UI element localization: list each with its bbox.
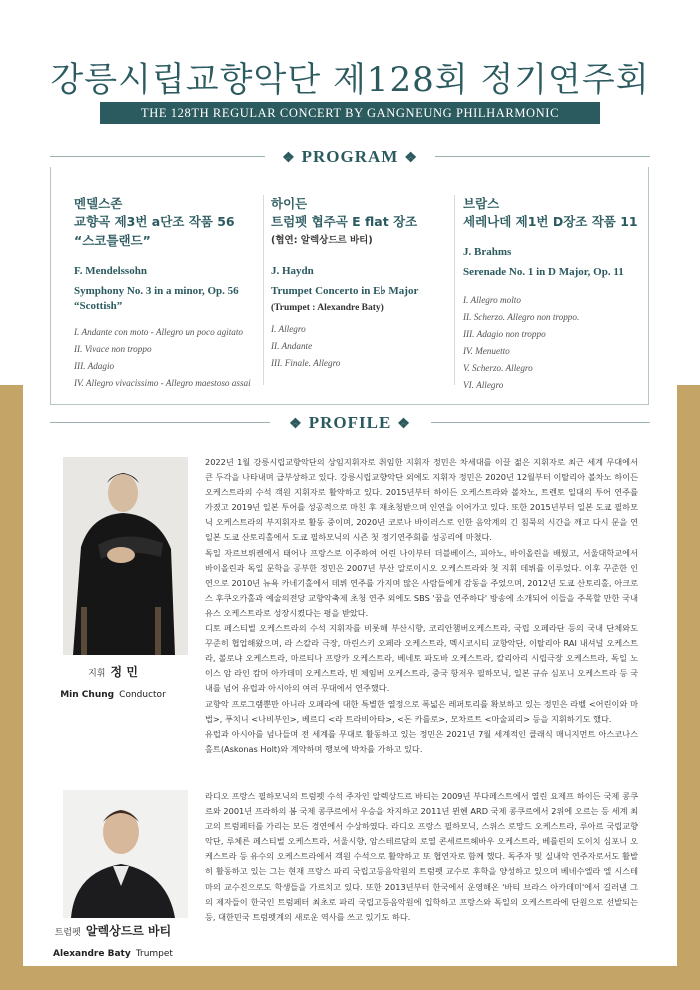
composer-kr: 멘델스존: [74, 196, 123, 211]
movement-item: II. Andante: [271, 341, 313, 351]
movement-item: I. Allegro molto: [463, 295, 521, 305]
movement-item: I. Andante con moto - Allegro un poco agitato: [74, 327, 244, 337]
movement-item: III. Adagio: [74, 361, 115, 371]
profile-heading-row: [23, 411, 677, 435]
movement-list: [271, 321, 441, 372]
composer-en: J. Haydn: [271, 265, 314, 277]
movement-item: II. Vivace non troppo: [74, 344, 152, 354]
soloist-en: (Trumpet : Alexandre Baty): [271, 303, 384, 313]
ornament-icon: ❖: [397, 417, 411, 432]
program-heading-row: [23, 145, 677, 169]
soloist-bio: [205, 789, 638, 925]
composer-en: J. Brahms: [463, 246, 512, 258]
program-piece-mendelssohn: [74, 195, 254, 392]
program-piece-brahms: [463, 195, 643, 394]
movement-item: III. Adagio non troppo: [463, 329, 546, 339]
bio-paragraph: 2022년 1월 강릉시립교향악단의 상임지휘자로 취임한 지휘자 정민은 차세대를 이끌 젊은 지휘자로 최근 세계 무대에서 큰 두각을 나타내며 급부상하고 있다. 강릉시립교향악단 외에도 지휘자 정민은 2020년 12월부터 이탈리아 볼차노 하이든 오케스트라의 수석 객원 지휘자로 활약하고 있다. 2015년부터 하이든 오케스트라와 볼차노, 트렌토 일대의 투어 연주를 가졌고 2019년 일본 투어를 성공적으로 마친 후 재초청받으며 인연을 이어가고 있다. 또한 2015년부터 일본 도쿄 필하모닉 오케스트라의 부지휘자로 활동 중이며, 2020년 코로나 바이러스로 인한 음악계의 긴 침묵의 시간을 깨고 다시 문을 연 일본 도쿄 산토리홀에서 도쿄 필하모닉의 시즌 첫 정기연주회를 성공리에 마쳤다.: [205, 457, 638, 543]
soloist-name-kr: 알렉상드르 바티: [85, 924, 172, 938]
soloist-role-en: Trumpet: [135, 949, 173, 959]
soloist-kr: (협연: 알렉상드르 바티): [271, 235, 373, 246]
movement-list: [74, 324, 254, 392]
soloist-caption: [38, 921, 188, 963]
work-en: Serenade No. 1 in D Major, Op. 11: [463, 266, 624, 278]
ornament-icon: ❖: [404, 151, 418, 166]
movement-item: IV. Menuetto: [463, 346, 510, 356]
movement-item: VI. Allegro: [463, 380, 504, 390]
conductor-name-kr: 정 민: [110, 665, 138, 679]
column-divider: [454, 195, 455, 385]
movement-item: V. Scherzo. Allegro: [463, 363, 533, 373]
ornament-icon: ❖: [282, 151, 296, 166]
soloist-name-en: Alexandre Baty: [53, 949, 131, 959]
profile-heading: PROFILE: [308, 413, 392, 432]
bio-paragraph: 유럽과 아시아를 넘나들며 전 세계를 무대로 활동하고 있는 정민은 2021년 7월 세계적인 클래식 매니지먼트 아스코나스 홀트(Askonas Holt)와 계약하며 행보에 박차를 가하고 있다.: [205, 728, 638, 754]
movement-item: II. Scherzo. Allegro non troppo.: [463, 312, 580, 322]
soloist-role-kr: 트럼펫: [54, 928, 81, 938]
concert-title: 강릉시립교향악단 제128회 정기연주회: [50, 60, 650, 100]
bio-paragraph: 교향악 프로그램뿐만 아니라 오페라에 대한 특별한 열정으로 폭넓은 레퍼토리를 확보하고 있는 정민은 라벨 <어린이와 마법>, 푸치니 <나비부인>, 베르디 <라 트라비아타>, <돈 카를로>, 모차르트 <마술피리> 등을 지휘하기도 했다.: [205, 698, 638, 724]
movement-item: IV. Allegro vivacissimo - Allegro maestoso assai: [74, 378, 251, 388]
conductor-role-kr: 지휘: [88, 669, 106, 679]
work-kr: 세레나데 제1번 D장조 작품 11: [463, 214, 638, 229]
composer-kr: 하이든: [271, 196, 308, 211]
conductor-caption: [38, 662, 188, 704]
program-heading: PROGRAM: [301, 147, 399, 166]
program-box: [50, 167, 649, 405]
composer-kr: 브람스: [463, 196, 500, 211]
poster-sheet: [23, 14, 677, 966]
composer-en: F. Mendelssohn: [74, 265, 147, 277]
conductor-bio: [205, 455, 638, 757]
concert-subtitle: THE 128TH REGULAR CONCERT BY GANGNEUNG PHILHARMONIC ORCHESTRA: [100, 102, 600, 124]
conductor-photo: [63, 457, 188, 655]
program-piece-haydn: [271, 195, 441, 372]
ornament-icon: ❖: [289, 417, 303, 432]
soloist-photo: [63, 790, 188, 918]
column-divider: [263, 195, 264, 385]
movement-item: I. Allegro: [271, 324, 306, 334]
conductor-role-en: Conductor: [119, 690, 166, 700]
nickname-kr: “스코틀랜드”: [74, 233, 151, 248]
movement-list: [463, 292, 643, 394]
soloist-portrait-image: [63, 790, 188, 918]
conductor-portrait-image: [63, 457, 188, 655]
movement-item: III. Finale. Allegro: [271, 358, 341, 368]
work-kr: 트럼펫 협주곡 E flat 장조: [271, 214, 418, 229]
work-en: Symphony No. 3 in a minor, Op. 56: [74, 285, 239, 297]
nickname-en: “Scottish”: [74, 300, 123, 312]
bio-paragraph: 디토 페스티벌 오케스트라의 수석 지휘자를 비롯해 부산시향, 코리안챔버오케스트라, 국립 오페라단 등의 국내 단체와도 꾸준히 협업해왔으며, 라 스칼라 극장, 마린스키 오페라 오케스트라, 멕시코시티 교향악단, 이탈리아 RAI 내셔널 오케스트라, 볼로냐 오케스트라, 마르티나 프랑카 오케스트라, 베네토 파도바 오케스트라, 칼리아리 시립극장 오케스트라, 독일 노이스 암 라인 캄머 아카데미 오케스트라, 빈 체임버 오케스트라, 중국 항저우 필하모닉, 일본 규슈 심포니 오케스트라 등 국내를 넘어 유럽과 아시아의 여러 무대에서 연주했다.: [205, 623, 638, 694]
bio-paragraph: 라디오 프랑스 필하모닉의 트럼펫 수석 주자인 알렉상드르 바티는 2009년 부다페스트에서 열린 요제프 하이든 국제 콩쿠르와 2001년 프라하의 봄 국제 콩쿠르에서 우승을 차지하고 2011년 뮌헨 ARD 국제 콩쿠르에서 2위에 오르는 등 세계 최고의 트럼페터를 가리는 모든 경연에서 수상하였다. 라디오 프랑스 필하모닉, 스위스 로망드 오케스트라, 루아르 국립교향악단, 루체른 페스티벌 오케스트라, 서울시향, 암스테르담의 로열 콘세르트헤바우 오케스트라, 베를린의 도이치 심포니 오케스트라 등 유수의 오케스트라에서 객원 수석으로 활약하고 또 협연자로 함께 했다. 독주자 및 실내악 연주자로서도 활발히 활동하고 있는 그는 현재 프랑스 파리 국립고등음악원의 트럼펫 교수로 후학을 양성하고 있으며 베네수엘라 엘 시스테마의 교수진으로도 학생들을 가르치고 있다. 또한 2013년부터 한국에서 운영해온 '바티 브라스 아카데미'에서 길러낸 그의 제자들이 한국인 트럼페터 최초로 파리 국립고등음악원에 입학하고 프랑스와 독일의 오케스트라에 단원으로 선발되는 등, 대한민국 트럼펫계의 새로운 역사를 쓰고 있기도 하다.: [205, 791, 638, 922]
conductor-name-en: Min Chung: [60, 690, 115, 700]
work-kr: 교향곡 제3번 a단조 작품 56: [74, 214, 235, 229]
bio-paragraph: 독일 자르브뤼켄에서 태어나 프랑스로 이주하여 어린 나이부터 더블베이스, 피아노, 바이올린을 배웠고, 서울대학교에서 바이올린과 독일 문학을 공부한 정민은 2007년 부산 알로이시오 오케스트라와 첫 지휘 데뷔를 이루었다. 이후 꾸준한 인연으로 2010년 뉴욕 카네기홀에서 데뷔 연주를 가지며 많은 사람들에게 감동을 주었으며, 2012년 도쿄 산토리홀, 아크로스 후쿠오카홀과 예술의전당 교향악축제 초청 연주 외에도 SBS '꿈을 연주하다' 방송에 소개되어 이들을 주목할 만한 국내 유스 오케스트라로 성장시켰다는 평을 받았다.: [205, 547, 638, 618]
work-en: Trumpet Concerto in E♭ Major: [271, 285, 419, 297]
